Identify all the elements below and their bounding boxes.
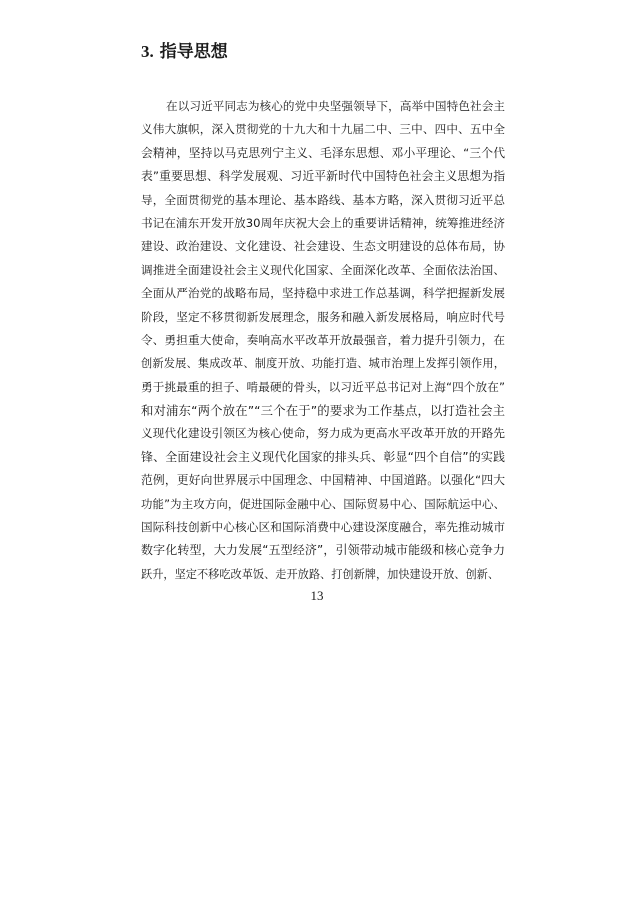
- section-number: 3.: [141, 42, 154, 61]
- paragraph-line: 跃升，坚定不移吃改革饭、走开放路、打创新牌，加快建设开放、创新、: [141, 567, 500, 581]
- body-paragraph: [141, 95, 505, 586]
- page-number: 13: [310, 588, 324, 603]
- paragraph-line: 和对浦东“两个放在”“三个在于”的要求为工作基点，以打造社会主: [141, 403, 505, 419]
- paragraph-line: 书记在浦东开发开放30周年庆祝大会上的重要讲话精神，统筹推进经济: [141, 215, 505, 230]
- paragraph-line: 全面从严治党的战略布局，坚持稳中求进工作总基调，科学把握新发展: [141, 286, 505, 301]
- paragraph-line: 锋、全面建设社会主义现代化国家的排头兵、彰显“四个自信”的实践: [141, 449, 505, 464]
- section-heading: [141, 40, 228, 64]
- paragraph-line: 功能”为主攻方向，促进国际金融中心、国际贸易中心、国际航运中心、: [141, 496, 505, 511]
- paragraph-line: 令、勇担重大使命，奏响高水平改革开放最强音，着力提升引领力，在: [141, 332, 505, 347]
- paragraph-line: 阶段，坚定不移贯彻新发展理念，服务和融入新发展格局，响应时代号: [141, 309, 505, 324]
- paragraph-line: 调推进全面建设社会主义现代化国家、全面深化改革、全面依法治国、: [141, 262, 505, 277]
- paragraph-line: 建设、政治建设、文化建设、社会建设、生态文明建设的总体布局，协: [141, 239, 505, 254]
- paragraph-line: 义现代化建设引领区为核心使命，努力成为更高水平改革开放的开路先: [141, 426, 505, 441]
- paragraph-line: 在以习近平同志为核心的党中央坚强领导下，高举中国特色社会主: [166, 99, 505, 113]
- paragraph-line: 导，全面贯彻党的基本理论、基本路线、基本方略，深入贯彻习近平总: [141, 192, 505, 207]
- paragraph-line: 义伟大旗帜，深入贯彻党的十九大和十九届二中、三中、四中、五中全: [141, 122, 505, 137]
- paragraph-line: 勇于挑最重的担子、啃最硬的骨头，以习近平总书记对上海“四个放在”: [141, 379, 505, 394]
- paragraph-line: 表”重要思想、科学发展观、习近平新时代中国特色社会主义思想为指: [141, 169, 505, 184]
- paragraph-line: 范例，更好向世界展示中国理念、中国精神、中国道路。以强化“四大: [141, 473, 505, 488]
- paragraph-line: 国际科技创新中心核心区和国际消费中心建设深度融合，率先推动城市: [141, 520, 505, 535]
- section-title: 指导思想: [159, 42, 228, 62]
- paragraph-line: 会精神，坚持以马克思列宁主义、毛泽东思想、邓小平理论、“三个代: [141, 145, 505, 160]
- paragraph-line: 数字化转型，大力发展“五型经济”，引领带动城市能级和核心竞争力: [141, 543, 505, 558]
- paragraph-line: 创新发展、集成改革、制度开放、功能打造、城市治理上发挥引领作用，: [141, 357, 505, 371]
